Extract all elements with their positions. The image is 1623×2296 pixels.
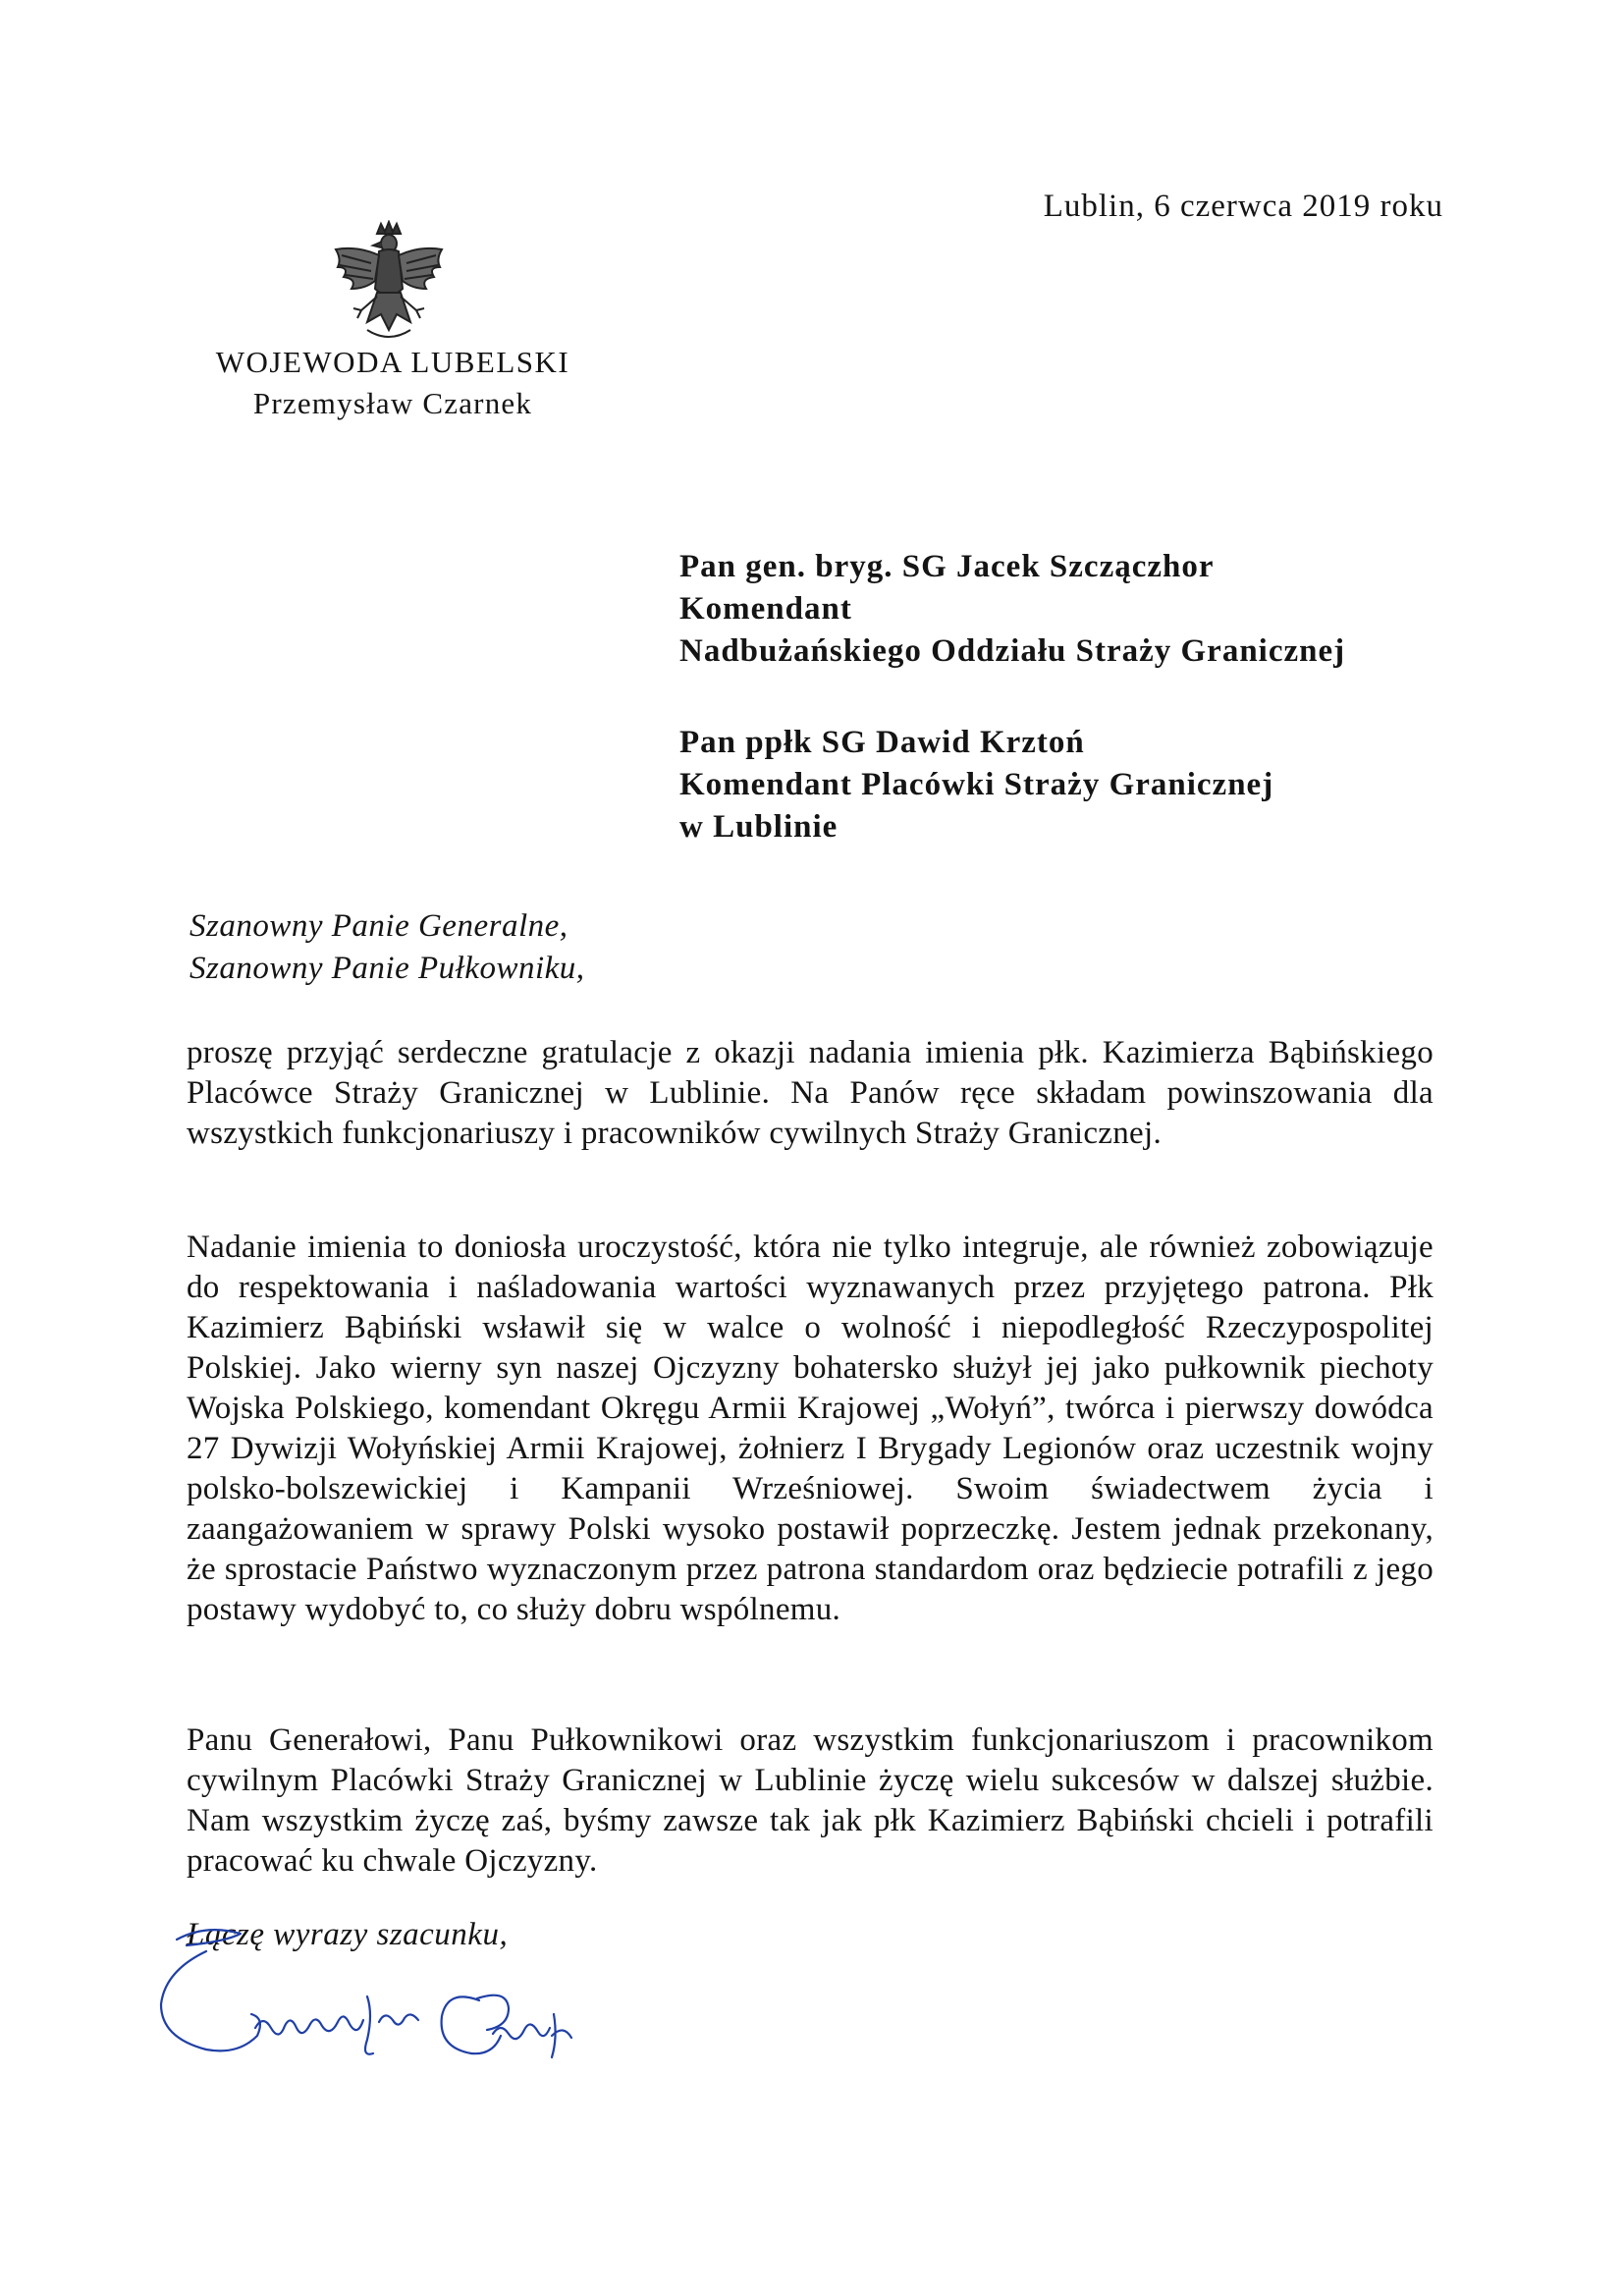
- recipient-line: Pan gen. bryg. SG Jacek Szczączhor: [679, 549, 1215, 584]
- salutation-line: Szanowny Panie Generalne,: [189, 908, 568, 944]
- sender-office: WOJEWODA LUBELSKI: [215, 345, 570, 379]
- polish-eagle-emblem-icon: [328, 220, 450, 350]
- body-paragraph-2: Nadanie imienia to doniosła uroczystość, która nie tylko integruje, ale również zobowiązuje do respektowania i naśladowania wartości wyznawanych przez przyjętego patrona. Płk Kazimierz Bąbiński wsławił się w walce o wolność i niepodległość Rzeczypospolitej Polskiej. Jako wierny syn naszej Ojczyzny bohatersko służył jej jako pułkownik piechoty Wojska Polskiego, komendant Okręgu Armii Krajowej „Wołyń”, twórca i pierwszy dowódca 27 Dywizji Wołyńskiej Armii Krajowej, żołnierz I Brygady Legionów oraz uczestnik wojny polsko-bolszewickiej i Kampanii Wrześniowej. Swoim świadectwem życia i zaangażowaniem w sprawy Polski wysoko postawił poprzeczkę. Jestem jednak przekonany, że sprostacie Państwo wyznaczonym przez patrona standardom oraz będziecie potrafili z jego postawy wydobyć to, co służy dobru wspólnemu.: [187, 1230, 1434, 1627]
- salutation-line: Szanowny Panie Pułkowniku,: [189, 951, 585, 986]
- sender-name: Przemysław Czarnek: [252, 386, 533, 420]
- recipient-general: [679, 546, 1345, 673]
- place-date: Lublin, 6 czerwca 2019 roku: [1043, 189, 1443, 224]
- recipient-colonel: [679, 722, 1345, 848]
- sender-block: [187, 342, 599, 424]
- recipient-line: w Lublinie: [679, 809, 839, 845]
- handwritten-signature-icon: [147, 1920, 619, 2087]
- recipients-block: [679, 546, 1345, 848]
- recipient-line: Komendant Placówki Straży Granicznej: [679, 767, 1274, 802]
- closing-line: Łączę wyrazy szacunku,: [187, 1917, 509, 1952]
- recipient-line: Nadbużańskiego Oddziału Straży Granicznej: [679, 633, 1346, 669]
- body-paragraph-1: proszę przyjąć serdeczne gratulacje z okazji nadania imienia płk. Kazimierza Bąbińskiego Placówce Straży Granicznej w Lublinie. Na Panów ręce składam powinszowania dla wszystkich funkcjonariuszy i pracowników cywilnych Straży Granicznej.: [187, 1035, 1434, 1151]
- recipient-line: Komendant: [679, 591, 852, 627]
- salutation: [189, 905, 585, 990]
- body-paragraph-3: Panu Generałowi, Panu Pułkownikowi oraz wszystkim funkcjonariuszom i pracownikom cywilnym Placówki Straży Granicznej w Lublinie życzę wielu sukcesów w dalszej służbie. Nam wszystkim życzę zaś, byśmy zawsze tak jak płk Kazimierz Bąbiński chcieli i potrafili pracować ku chwale Ojczyzny.: [187, 1722, 1434, 1879]
- recipient-line: Pan ppłk SG Dawid Krztoń: [679, 725, 1085, 760]
